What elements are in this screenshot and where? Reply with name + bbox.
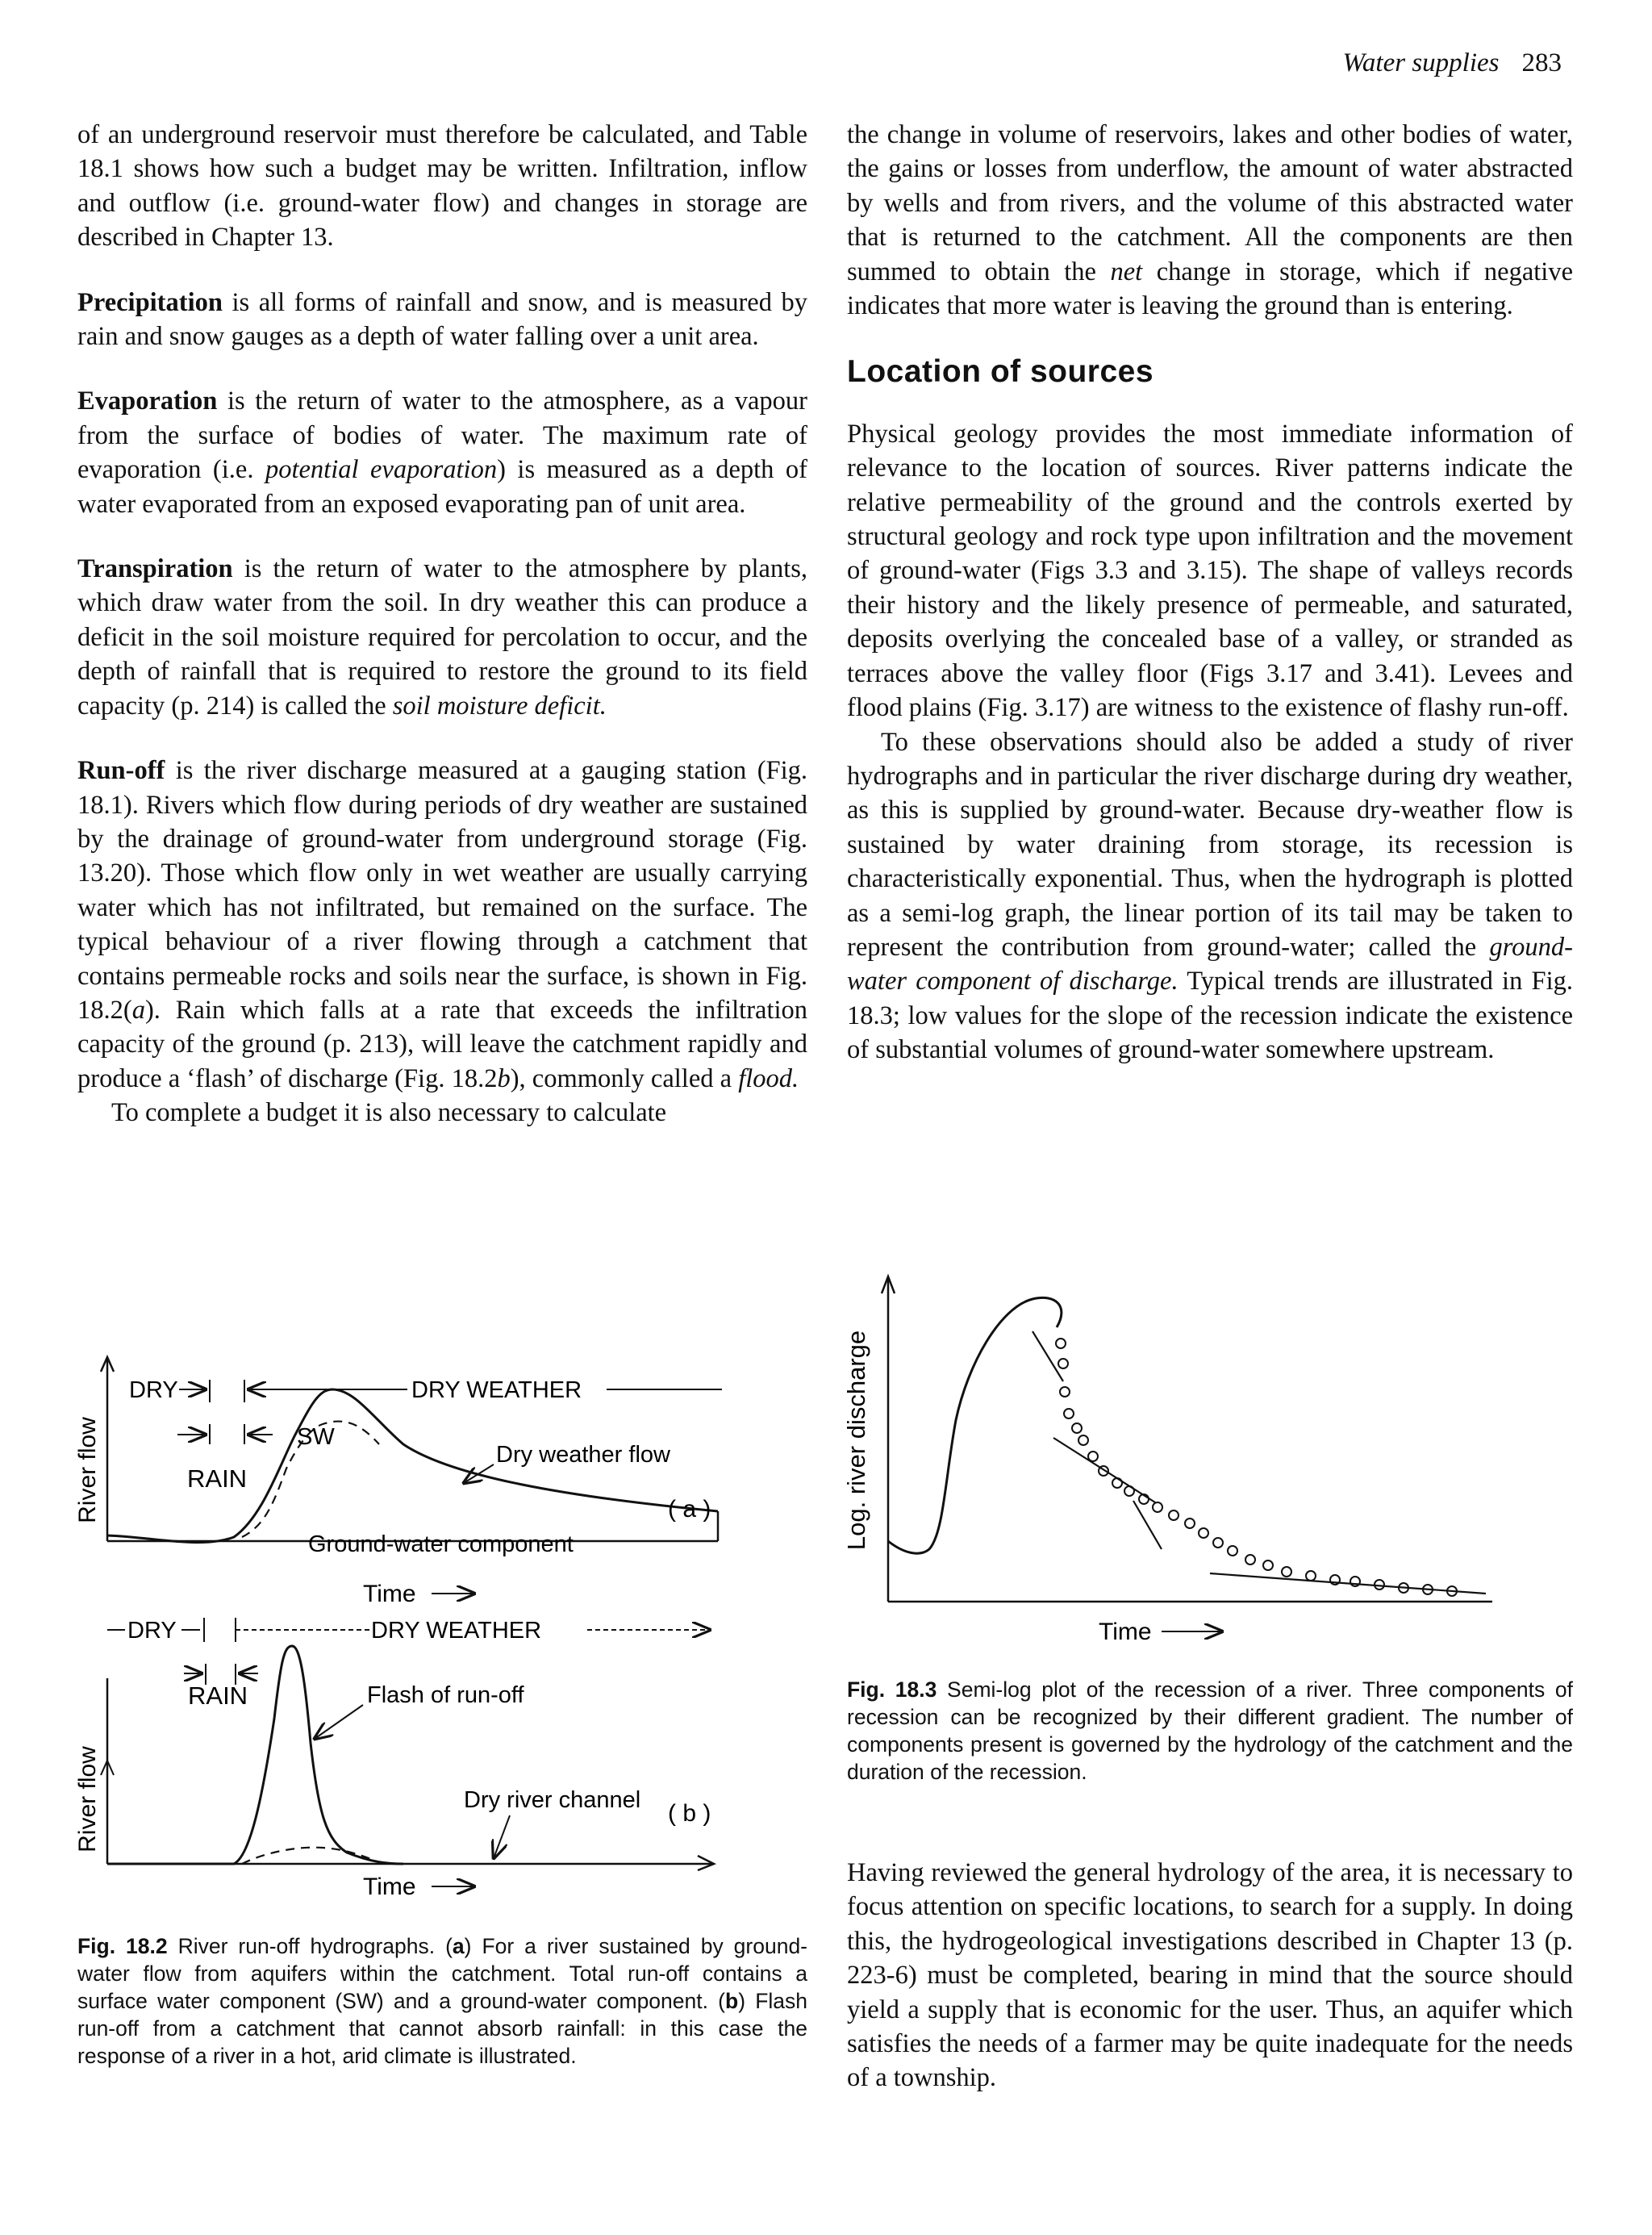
data-point — [1139, 1494, 1149, 1504]
data-point — [1282, 1567, 1291, 1577]
groundwater-component-label: Ground-water component — [308, 1531, 574, 1557]
recession-trend-3 — [1210, 1573, 1486, 1594]
data-point — [1350, 1577, 1360, 1586]
flash-runoff-label: Flash of run-off — [367, 1682, 524, 1708]
paragraph-precipitation: Precipitation is all forms of rainfall and snow, and is measured by rain and snow gauges as a depth of water falling over a unit area. — [77, 287, 807, 352]
rain-label: RAIN — [188, 1681, 248, 1710]
dry-river-channel-label: Dry river channel — [464, 1787, 641, 1813]
x-axis-label: Time — [363, 1874, 416, 1900]
figure-label: Fig. 18.2 — [77, 1934, 168, 1958]
section-heading: Location of sources — [847, 354, 1154, 390]
total-runoff-curve — [107, 1389, 718, 1543]
data-point — [1088, 1452, 1098, 1461]
y-axis-arrow-icon — [882, 1276, 895, 1293]
term-evaporation: Evaporation — [77, 386, 218, 416]
recession-trend-1 — [1032, 1331, 1063, 1381]
dry-weather-label: DRY WEATHER — [411, 1377, 582, 1403]
data-point — [1263, 1560, 1273, 1570]
recession-trend-2 — [1053, 1438, 1155, 1502]
data-point — [1124, 1486, 1134, 1496]
recession-data-points — [1056, 1339, 1457, 1596]
dry-label: DRY — [129, 1377, 178, 1403]
figure-18-3-caption: Fig. 18.3 Semi-log plot of the recession of a river. Three components of recession can be recognized by their different gradient. The number of components present is governed by the hydrology of the catchment and the duration of the recession. — [847, 1677, 1573, 1784]
paragraph-evaporation: Evaporation is the return of water to the atmosphere, as a vapour from the surface of bodies of water. The maximum rate of evaporation (i.e. potential evaporation) is measured as a depth of water evaporated from an exposed evaporating pan of unit area. — [77, 386, 807, 519]
left-column — [77, 118, 807, 1130]
data-point — [1213, 1538, 1223, 1548]
paragraph-budget: To complete a budget it is also necessary to calculate — [111, 1098, 667, 1128]
term-transpiration: Transpiration — [77, 554, 233, 584]
groundwater-component-curve — [242, 1848, 383, 1864]
right-column — [847, 118, 1573, 1067]
sw-label: SW — [297, 1424, 335, 1450]
paragraph-transpiration: Transpiration is the return of water to the atmosphere by plants, which draw water from the soil. In dry weather this can produce a deficit in the soil moisture required for percolation to occur, and the depth of rainfall that is required to restore the ground to its field capacity (p. 214) is called the soil moisture deficit. — [77, 554, 807, 721]
x-axis-arrow-icon — [698, 1856, 714, 1870]
data-point — [1423, 1585, 1433, 1594]
paragraph-reservoir: of an underground reservoir must therefore be calculated, and Table 18.1 shows how such a budget may be written. Infiltration, inflow and outflow (i.e. ground-water flow) and changes in storage are described in Chapter 13. — [77, 120, 807, 253]
data-point — [1060, 1387, 1070, 1397]
panel-a-label: ( a ) — [668, 1496, 711, 1523]
groundwater-component-curve — [242, 1422, 379, 1537]
figure-18-2-caption: Fig. 18.2 River run-off hydrographs. (a) For a river sustained by ground-water flow from aquifers within the catchment. Total run-off contains a surface water component (SW) and a ground-water component. (b) Flash run-off from a catchment that cannot absorb rainfall: in this case the response of a river in a hot, arid climate is illustrated. — [77, 1934, 808, 2068]
y-axis-label: River flow — [74, 1746, 101, 1853]
data-point — [1169, 1510, 1179, 1520]
data-point — [1245, 1555, 1255, 1564]
data-point — [1072, 1423, 1082, 1433]
data-point — [1399, 1583, 1408, 1593]
data-point — [1058, 1359, 1068, 1368]
paragraph-geology: Physical geology provides the most immediate information of relevance to the location of sources. River patterns indicate the relative permeability of the ground and the controls exerted by structural geology and rock type upon infiltration and the movement of ground-water (Figs 3.3 and 3.15). The shape of valleys records their history and the likely presence of permeable, and saturated, deposits overlying the concealed base of a valley, or stranded as terraces above the valley floor (Figs 3.17 and 3.41). Levees and flood plains (Fig. 3.17) are witness to the existence of flashy run-off. — [847, 419, 1573, 723]
y-axis-arrow-icon — [101, 1357, 114, 1372]
flash-runoff-curve — [107, 1646, 403, 1864]
running-header — [1342, 48, 1562, 78]
figure-18-2b — [74, 1618, 714, 1900]
data-point — [1199, 1528, 1208, 1538]
data-point — [1447, 1586, 1457, 1596]
data-point — [1064, 1409, 1074, 1418]
data-point — [1228, 1546, 1237, 1556]
term-precipitation: Precipitation — [77, 287, 223, 317]
data-point — [1306, 1571, 1316, 1581]
data-point — [1330, 1575, 1340, 1585]
y-axis-label: River flow — [74, 1417, 101, 1523]
y-axis-label: Log. river discharge — [842, 1330, 870, 1551]
panel-b-label: ( b ) — [668, 1800, 711, 1827]
data-point — [1099, 1466, 1108, 1476]
term-runoff: Run-off — [77, 756, 165, 786]
rain-label: RAIN — [187, 1464, 248, 1493]
hydrograph-curve — [888, 1297, 1062, 1553]
x-axis-label: Time — [363, 1581, 416, 1607]
running-title: Water supplies — [1342, 48, 1500, 77]
data-point — [1112, 1478, 1122, 1488]
data-point — [1185, 1519, 1195, 1528]
data-point — [1375, 1580, 1384, 1590]
data-point — [1056, 1339, 1066, 1348]
paragraph-runoff: Run-off is the river discharge measured at a gauging station (Fig. 18.1). Rivers which flow during periods of dry weather are sustained by the drainage of ground-water from underground storage (Fig. 13.20). Those which flow only in wet weather are usually carrying water which has not infiltrated, but remained on the surface. The typical behaviour of a river flowing through a catchment that contains permeable rocks and soils near the surface, is shown in Fig. 18.2(a). Rain which falls at a rate that exceeds the infiltration capacity of the ground (p. 213), will leave the catchment rapidly and produce a ‘flash’ of discharge (Fig. 18.2b), commonly called a flood. — [77, 756, 807, 1093]
dry-weather-flow-label: Dry weather flow — [496, 1442, 670, 1468]
figure-label: Fig. 18.3 — [847, 1677, 937, 1702]
dry-weather-label: DRY WEATHER — [371, 1618, 542, 1644]
paragraph-storage-change: the change in volume of reservoirs, lakes and other bodies of water, the gains or losses from underflow, the amount of water abstracted by wells and from rivers, and the volume of this abstracted water that is returned to the catchment. All the components are then summed to obtain the net change in storage, which if negative indicates that more water is leaving the ground than is entering. — [847, 120, 1573, 321]
x-axis-label: Time — [1099, 1619, 1152, 1645]
page-number: 283 — [1521, 48, 1562, 77]
paragraph-hydrographs: To these observations should also be added a study of river hydrographs and in particular the river discharge during dry weather, as this is supplied by ground-water. Because dry-weather flow is sustained by water draining from storage, its recession is characteristically exponential. Thus, when the hydrograph is plotted as a semi-log graph, the linear portion of its tail may be taken to represent the contribution from ground-water; called the ground-water component of discharge. Typical trends are illustrated in Fig. 18.3; low values for the slope of the recession indicate the existence of substantial volumes of ground-water somewhere upstream. — [847, 727, 1573, 1065]
data-point — [1153, 1502, 1162, 1512]
dry-label: DRY — [127, 1618, 177, 1644]
data-point — [1078, 1435, 1088, 1445]
paragraph-final: Having reviewed the general hydrology of the area, it is necessary to focus attention on specific locations, to search for a supply. In doing this, the hydrogeological investigations described in Chapter 13 (p. 223-6) must be completed, bearing in mind that the source should yield a supply that is economic for the user. Thus, an aquifer which satisfies the needs of a farmer may be quite inadequate for the needs of a township. — [847, 1858, 1573, 2093]
figure-18-2a — [74, 1357, 722, 1607]
right-column-continued — [847, 1856, 1573, 2095]
